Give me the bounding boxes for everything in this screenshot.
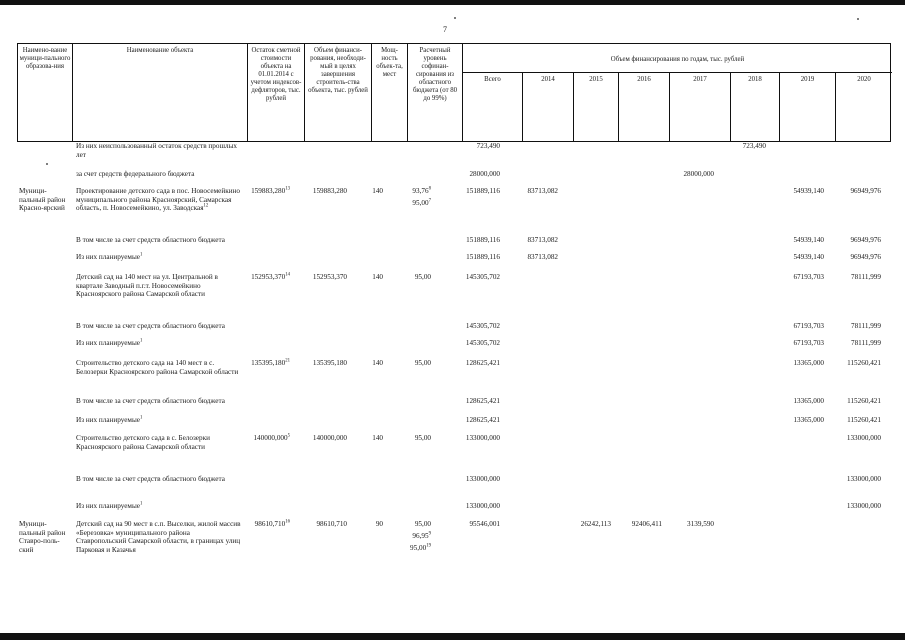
cell-volume: 140000,000 xyxy=(312,434,347,442)
cell-volume: 159883,280 xyxy=(312,187,347,195)
cell-total: 145305,702 xyxy=(465,322,500,330)
scan-speck xyxy=(46,163,48,165)
cell-y2019: 13365,000 xyxy=(793,359,824,367)
cell-cof: 95,00 xyxy=(414,359,431,367)
cell-y2019: 67193,703 xyxy=(793,273,824,281)
cell-total: 133000,000 xyxy=(465,502,500,510)
cell-balance: 152953,370$^{14}$ xyxy=(251,272,290,281)
cell-volume: 135395,180 xyxy=(312,359,347,367)
cell-object-name: Из них неиспользованный остаток средств прошлых лет xyxy=(76,142,237,159)
cell-y2020: 78111,999 xyxy=(850,322,881,330)
cell-balance: 140000,000$^5$ xyxy=(253,433,290,442)
cell-volume: 98610,710 xyxy=(316,520,347,528)
cell-y2019: 54939,140 xyxy=(793,253,824,261)
cell-total: 133000,000 xyxy=(465,434,500,442)
scan-top-border xyxy=(0,0,905,5)
scan-speck xyxy=(857,18,859,20)
cell-cap: 140 xyxy=(372,434,383,442)
cell-y2016: 92406,411 xyxy=(631,520,662,528)
cell-cap: 90 xyxy=(375,520,383,528)
cell-y2019: 13365,000 xyxy=(793,397,824,405)
cell-object-name: Детский сад на 140 мест на ул. Центральной в квартале Заводный п.г.т. Новосемейкино Красноярского района Самарской области xyxy=(76,273,218,299)
cell-y2020: 78111,999 xyxy=(850,339,881,347)
cell-y2019: 13365,000 xyxy=(793,416,824,424)
cell-cof: 95,00 xyxy=(414,273,431,281)
cell-y2019: 67193,703 xyxy=(793,322,824,330)
header-municipality: Наимено-вание муници-пального образова-ния xyxy=(18,44,73,141)
cell-cof2: 95,00$^7$ xyxy=(412,198,431,207)
cell-cof: 95,00 xyxy=(414,520,431,528)
cell-y2017: 28000,000 xyxy=(683,170,714,178)
cell-cof: 93,76$^8$ xyxy=(412,186,431,195)
header-year-7: 2020 xyxy=(836,72,892,142)
cell-total: 151889,116 xyxy=(466,253,500,261)
cell-object-name: В том числе за счет средств областного бюджета xyxy=(76,397,225,405)
cell-y2019: 67193,703 xyxy=(793,339,824,347)
cell-object-name: В том числе за счет средств областного бюджета xyxy=(76,322,225,330)
header-cofinancing: Расчетный уровень софинан-сирования из областного бюджета (от 80 до 99%) xyxy=(408,44,463,141)
header-year-2: 2015 xyxy=(574,72,619,142)
header-year-5: 2018 xyxy=(731,72,780,142)
cell-y2020: 133000,000 xyxy=(846,434,881,442)
cell-balance: 159883,280$^{13}$ xyxy=(251,186,290,195)
cell-object-name: Проектирование детского сада в пос. Новосемейкино муниципального района Красноярский, Самарская область, п. Новосемейкино, ул. Заводская$^{12}$ xyxy=(76,187,240,213)
page-number: 7 xyxy=(443,25,447,34)
header-year-6: 2019 xyxy=(780,72,836,142)
cell-y2020: 115260,421 xyxy=(847,416,881,424)
scan-speck xyxy=(454,17,456,19)
cell-total: 28000,000 xyxy=(469,170,500,178)
cell-object-name: Из них планируемые$^1$ xyxy=(76,252,143,261)
cell-y2020: 133000,000 xyxy=(846,502,881,510)
cell-object-name: Из них планируемые$^1$ xyxy=(76,501,143,510)
cell-municipality: Муници-пальный район Красно-ярский xyxy=(19,187,66,213)
cell-object-name: В том числе за счет средств областного бюджета xyxy=(76,475,225,483)
cell-total: 128625,421 xyxy=(465,359,500,367)
header-object: Наименование объекта xyxy=(73,44,248,141)
cell-total: 151889,116 xyxy=(466,187,500,195)
cell-cap: 140 xyxy=(372,187,383,195)
cell-y2020: 115260,421 xyxy=(847,397,881,405)
cell-volume: 152953,370 xyxy=(312,273,347,281)
cell-cof: 95,00 xyxy=(414,434,431,442)
cell-y2017: 3139,590 xyxy=(687,520,714,528)
cell-balance: 98610,710$^{16}$ xyxy=(254,519,290,528)
cell-object-name: Строительство детского сада на 140 мест в с. Белозерки Красноярского района Самарской области xyxy=(76,359,239,376)
cell-total: 128625,421 xyxy=(465,416,500,424)
cell-cap: 140 xyxy=(372,273,383,281)
cell-y2020: 96949,976 xyxy=(850,187,881,195)
header-year-1: 2014 xyxy=(523,72,574,142)
cell-object-name: Детский сад на 90 мест в с.п. Выселки, жилой массив «Березовка» муниципального района Ставропольский Самарской области, в границах улиц Парковая и Казачья xyxy=(76,520,241,554)
header-financing-volume: Объем финанси-рования, необходи-мый в целях завершения строитель-ства объекта, тыс. рублей xyxy=(305,44,372,141)
cell-y2014: 83713,082 xyxy=(527,236,558,244)
cell-y2014: 83713,082 xyxy=(527,253,558,261)
cell-cof3: 95,00$^{19}$ xyxy=(410,543,431,552)
cell-y2014: 83713,082 xyxy=(527,187,558,195)
cell-cap: 140 xyxy=(372,359,383,367)
cell-y2019: 54939,140 xyxy=(793,236,824,244)
cell-municipality: Муници-пальный район Ставро-поль-ский xyxy=(19,520,66,554)
cell-y2020: 96949,976 xyxy=(850,236,881,244)
header-capacity: Мощ-ность объек-та, мест xyxy=(372,44,408,141)
cell-total: 723,490 xyxy=(476,142,500,150)
table-header xyxy=(17,43,891,142)
cell-y2019: 54939,140 xyxy=(793,187,824,195)
cell-object-name: В том числе за счет средств областного бюджета xyxy=(76,236,225,244)
cell-object-name: Строительство детского сада в с. Белозерки Красноярского района Самарской области xyxy=(76,434,210,451)
header-year-3: 2016 xyxy=(619,72,670,142)
cell-total: 133000,000 xyxy=(465,475,500,483)
header-years-group: Объем финансирования по годам, тыс. рублей xyxy=(610,56,745,63)
cell-object-name: Из них планируемые$^1$ xyxy=(76,338,143,347)
cell-balance: 135395,180$^{21}$ xyxy=(251,358,290,367)
cell-object-name: Из них планируемые$^1$ xyxy=(76,415,143,424)
cell-y2020: 115260,421 xyxy=(847,359,881,367)
header-year-0: Всего xyxy=(463,72,523,142)
scan-bottom-border xyxy=(0,633,905,640)
cell-total: 145305,702 xyxy=(465,273,500,281)
cell-y2015: 26242,113 xyxy=(580,520,611,528)
header-balance: Остаток сметной стоимости объекта на 01.01.2014 с учетом индексов-дефляторов, тыс. рублей xyxy=(248,44,305,141)
cell-object-name: за счет средств федерального бюджета xyxy=(76,170,195,178)
cell-total: 128625,421 xyxy=(465,397,500,405)
cell-cof2: 96,95$^9$ xyxy=(412,531,431,540)
cell-y2020: 78111,999 xyxy=(850,273,881,281)
cell-y2018: 723,490 xyxy=(742,142,766,150)
cell-total: 151889,116 xyxy=(466,236,500,244)
header-year-4: 2017 xyxy=(670,72,731,142)
cell-y2020: 133000,000 xyxy=(846,475,881,483)
cell-y2020: 96949,976 xyxy=(850,253,881,261)
cell-total: 95546,001 xyxy=(469,520,500,528)
cell-total: 145305,702 xyxy=(465,339,500,347)
